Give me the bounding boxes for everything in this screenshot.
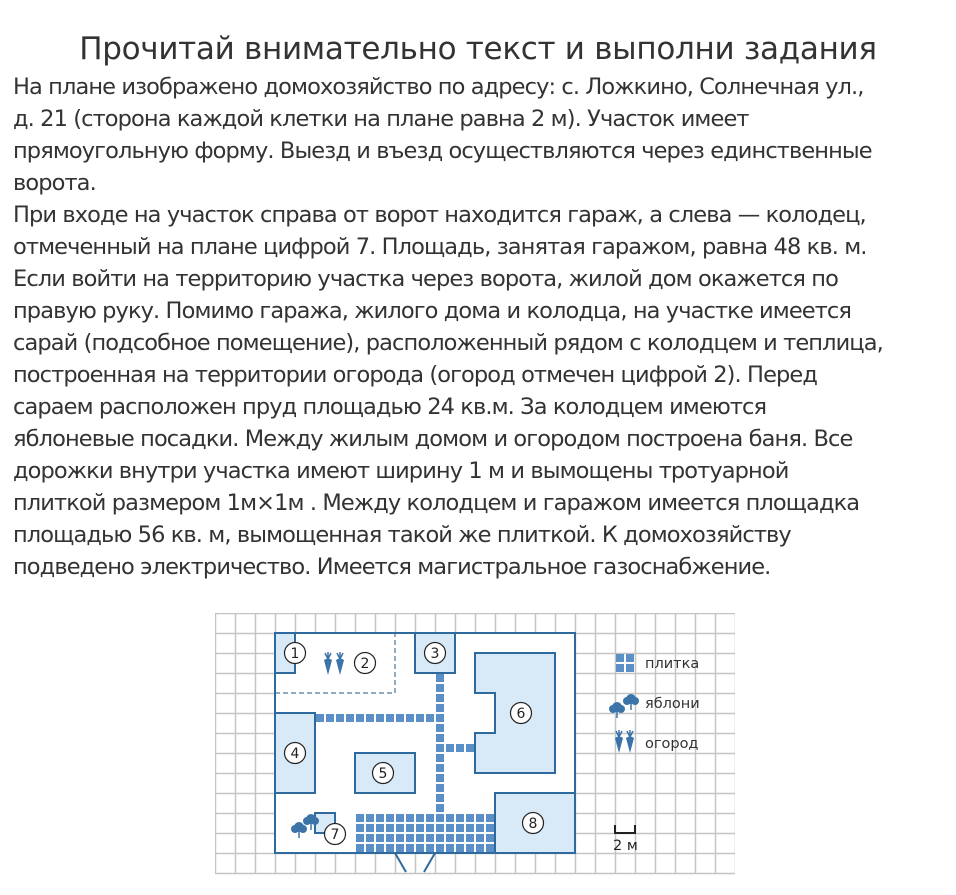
tile-path (426, 714, 434, 722)
tile-area (466, 844, 474, 852)
tile-area (396, 824, 404, 832)
tile-area (406, 844, 414, 852)
tree-crown-icon (617, 705, 625, 713)
household-plan (215, 613, 735, 875)
tile-path (436, 694, 444, 702)
text-line: отмеченный на плане цифрой 7. Площадь, занятая гаражом, равна 48 кв. м. (13, 234, 867, 260)
tile-area (486, 834, 494, 842)
legend-tiles-label: плитка (645, 656, 700, 672)
tile-path (336, 714, 344, 722)
tile-area (356, 824, 364, 832)
tile-path (316, 714, 324, 722)
tile-area (476, 834, 484, 842)
tile-area (376, 834, 384, 842)
tree-crown-icon (631, 697, 639, 705)
text-line: яблоневые посадки. Между жилым домом и огородом построена баня. Все (13, 426, 853, 452)
tile-path (416, 714, 424, 722)
plan-number-2: 2 (360, 656, 370, 672)
tile-path (436, 674, 444, 682)
tile-area (366, 824, 374, 832)
tree-crown-icon (623, 697, 631, 705)
tile-path (436, 774, 444, 782)
tile-area (486, 814, 494, 822)
tile-path (436, 744, 444, 752)
tile-area (396, 834, 404, 842)
plan-number-8: 8 (528, 816, 538, 832)
text-line: правую руку. Помимо гаража, жилого дома и колодца, на участке имеется (13, 298, 852, 324)
tile-area (456, 814, 464, 822)
tile-path (326, 714, 334, 722)
tile-path (436, 714, 444, 722)
tile-path (466, 744, 474, 752)
text-line: Если войти на территорию участка через ворота, жилой дом окажется по (13, 266, 838, 292)
text-line: прямоугольную форму. Выезд и въезд осуществляются через единственные (13, 138, 872, 164)
page-title: Прочитай внимательно текст и выполни задания (79, 30, 877, 67)
tile-area (486, 844, 494, 852)
scale-bar (615, 825, 635, 833)
plan-number-4: 4 (290, 746, 300, 762)
tile-area (426, 844, 434, 852)
tree-crown-icon (609, 705, 617, 713)
text-line: площадью 56 кв. м, вымощенная такой же плиткой. К домохозяйству (13, 522, 791, 548)
tile-area (386, 834, 394, 842)
tile-path (406, 714, 414, 722)
tile-path (436, 794, 444, 802)
tile-area (436, 824, 444, 832)
tile-area (356, 834, 364, 842)
tile-area (376, 844, 384, 852)
text-line: дорожки внутри участка имеют ширину 1 м и вымощены тротуарной (13, 458, 789, 484)
text-line: подведено электричество. Имеется магистральное газоснабжение. (13, 554, 771, 580)
tile-path (436, 734, 444, 742)
legend-tile-icon (626, 664, 634, 672)
tile-area (396, 814, 404, 822)
tile-area (466, 814, 474, 822)
plan-number-3: 3 (430, 646, 440, 662)
tile-path (376, 714, 384, 722)
tile-path (436, 724, 444, 732)
legend-tile-icon (616, 654, 624, 662)
tile-area (456, 824, 464, 832)
tile-area (476, 844, 484, 852)
tile-area (476, 814, 484, 822)
plan-number-5: 5 (378, 766, 388, 782)
tree-crown-icon (291, 825, 299, 833)
tile-area (446, 844, 454, 852)
tile-path (436, 684, 444, 692)
tile-path (436, 804, 444, 812)
tile-area (356, 844, 364, 852)
plan-number-1: 1 (290, 646, 300, 662)
plan-number-6: 6 (516, 706, 526, 722)
tile-area (426, 834, 434, 842)
tile-area (386, 844, 394, 852)
tile-area (416, 824, 424, 832)
tile-path (356, 714, 364, 722)
legend-garden-label: огород (645, 736, 699, 752)
tile-area (456, 834, 464, 842)
text-line: На плане изображено домохозяйство по адресу: с. Ложкино, Солнечная ул., (13, 74, 864, 100)
scale-label: 2 м (613, 838, 638, 854)
text-line: построенная на территории огорода (огород отмечен цифрой 2). Перед (13, 362, 817, 388)
tile-area (366, 844, 374, 852)
tile-area (466, 824, 474, 832)
tile-area (466, 834, 474, 842)
plan-number-7: 7 (330, 827, 340, 843)
legend-tile-icon (616, 664, 624, 672)
text-line: сараем расположен пруд площадью 24 кв.м. За колодцем имеются (13, 394, 767, 420)
carrot-icon (626, 737, 634, 754)
tile-path (386, 714, 394, 722)
tile-area (406, 834, 414, 842)
text-line: При входе на участок справа от ворот находится гараж, а слева — колодец, (13, 202, 866, 228)
tile-area (476, 824, 484, 832)
tree-crown-icon (303, 817, 311, 825)
tile-area (386, 814, 394, 822)
tile-area (406, 824, 414, 832)
tile-path (366, 714, 374, 722)
tile-area (416, 844, 424, 852)
carrot-leaves-icon (627, 730, 633, 737)
tile-path (396, 714, 404, 722)
tree-crown-icon (311, 817, 319, 825)
tile-area (376, 814, 384, 822)
tile-area (416, 814, 424, 822)
tile-area (436, 844, 444, 852)
gate-left (395, 853, 406, 872)
carrot-leaves-icon (616, 730, 622, 737)
tile-area (366, 814, 374, 822)
gate-right (424, 853, 435, 872)
tile-path (436, 704, 444, 712)
legend-tile-icon (626, 654, 634, 662)
task-text (13, 71, 953, 583)
tile-path (346, 714, 354, 722)
tile-area (356, 814, 364, 822)
tile-path (446, 744, 454, 752)
tile-area (446, 814, 454, 822)
tile-area (486, 824, 494, 832)
text-line: плиткой размером 1м×1м . Между колодцем и гаражом имеется площадка (13, 490, 860, 516)
tile-area (416, 834, 424, 842)
text-line: ворота. (13, 170, 96, 196)
tile-area (456, 844, 464, 852)
tile-area (406, 814, 414, 822)
tile-area (396, 844, 404, 852)
text-line: сарай (подсобное помещение), расположенный рядом с колодцем и теплица, (13, 330, 883, 356)
tile-area (386, 824, 394, 832)
tile-area (426, 824, 434, 832)
tile-area (446, 834, 454, 842)
tile-area (446, 824, 454, 832)
tile-path (436, 784, 444, 792)
tile-area (436, 814, 444, 822)
tile-area (366, 834, 374, 842)
tile-area (376, 824, 384, 832)
tile-path (436, 754, 444, 762)
tree-crown-icon (299, 825, 307, 833)
text-line: д. 21 (сторона каждой клетки на плане равна 2 м). Участок имеет (13, 106, 749, 132)
tile-area (426, 814, 434, 822)
tile-path (456, 744, 464, 752)
tile-path (436, 764, 444, 772)
tile-area (436, 834, 444, 842)
legend-apple-trees-label: яблони (645, 696, 700, 712)
